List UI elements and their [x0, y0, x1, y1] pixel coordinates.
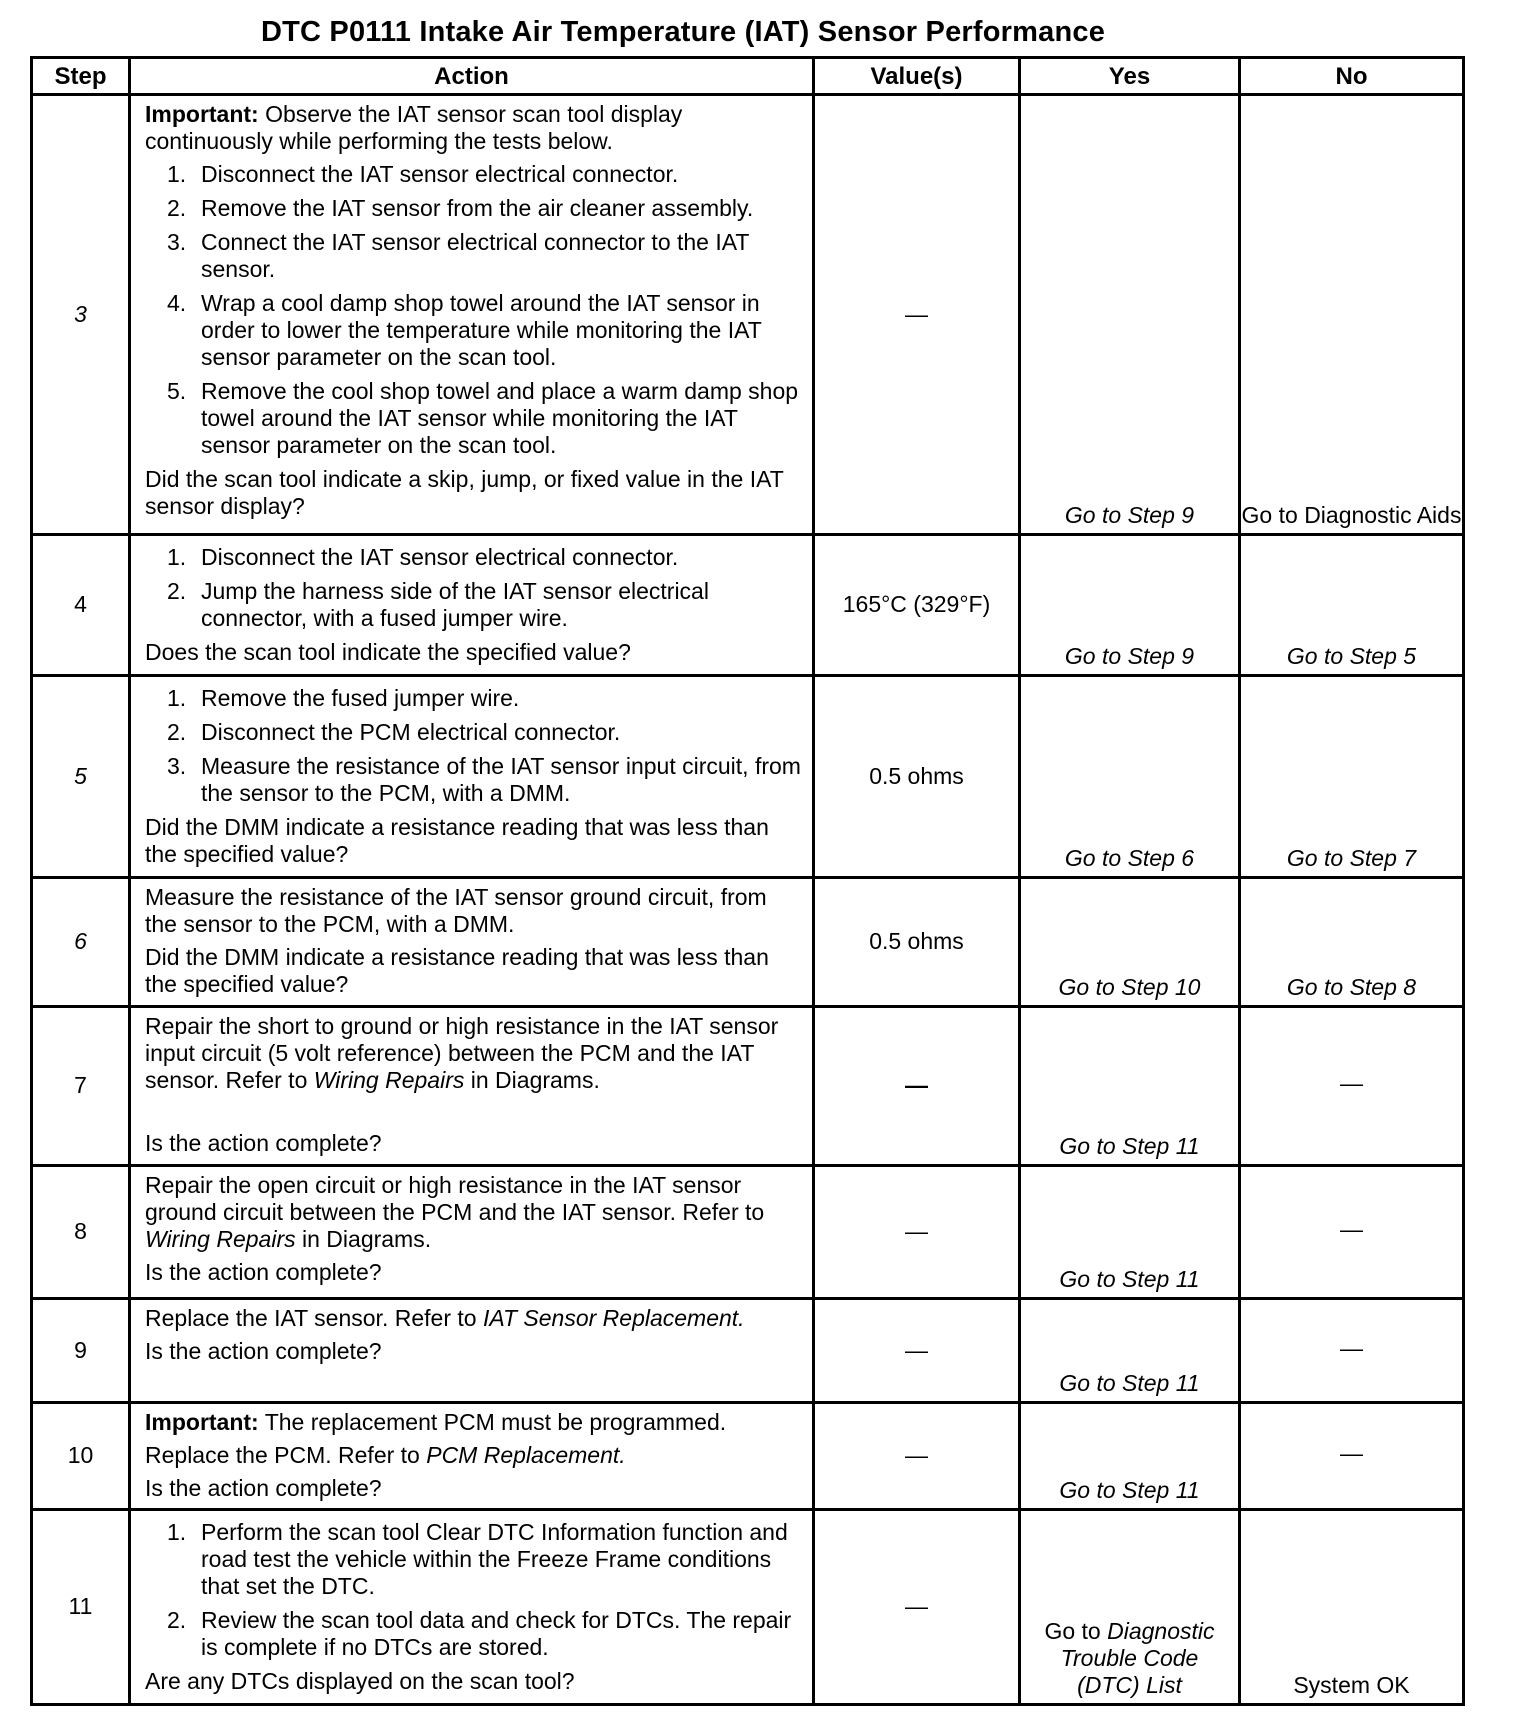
action-cell [130, 1509, 814, 1704]
step-number: 3 [32, 95, 130, 535]
action-text: Repair the open circuit or high resistance in the IAT sensor ground circuit between the PCM and the IAT sensor. Refer to Wiring Repairs in Diagrams. [145, 1171, 765, 1252]
list-item: 3. Connect the IAT sensor electrical connector to the IAT sensor. [167, 229, 750, 282]
yes-cell: Go to Step 11 [1020, 1006, 1240, 1165]
table-row-step-3 [32, 95, 1464, 535]
question: Is the action complete? [145, 1258, 382, 1285]
step-number: 4 [32, 535, 130, 676]
important-note [145, 1409, 802, 1436]
reference-link: Wiring Repairs [145, 1225, 296, 1252]
list-item: 5. Remove the cool shop towel and place a warm damp shop towel around the IAT sensor while monitoring the IAT sensor parameter on the scan tool. [167, 378, 799, 458]
list-item: 1. Remove the fused jumper wire. [167, 684, 520, 711]
table-row-step-4 [32, 535, 1464, 676]
header-value: Value(s) [814, 58, 1020, 95]
value-cell: — [814, 1509, 1020, 1704]
list-item: 1. Disconnect the IAT sensor electrical connector. [167, 161, 679, 187]
table-row-step-7 [32, 1006, 1464, 1165]
action-steps [145, 685, 802, 807]
no-cell: — [1240, 1402, 1464, 1509]
value-cell: — [814, 1298, 1020, 1402]
yes-cell: Go to Step 10 [1020, 878, 1240, 1007]
action-steps [145, 161, 802, 459]
question: Does the scan tool indicate the specified value? [145, 639, 631, 666]
yes-cell: Go to Step 6 [1020, 675, 1240, 877]
step-number: 9 [32, 1298, 130, 1402]
page-title: DTC P0111 Intake Air Temperature (IAT) Sensor Performance [260, 16, 1106, 48]
no-cell: Go to Step 7 [1240, 675, 1464, 877]
important-text: The replacement PCM must be programmed. [258, 1408, 727, 1435]
reference-link: Diagnostic Trouble Code (DTC) List [1060, 1618, 1215, 1698]
value-cell: 0.5 ohms [814, 675, 1020, 877]
value-cell: 165°C (329°F) [814, 535, 1020, 676]
action-cell [130, 878, 814, 1007]
header-row [32, 58, 1464, 95]
important-label: Important: [145, 101, 259, 127]
reference-link: PCM Replacement. [426, 1441, 626, 1468]
action-text: Measure the resistance of the IAT sensor ground circuit, from the sensor to the PCM, with a DMM. [145, 884, 767, 938]
action-cell [130, 535, 814, 676]
important-note [145, 101, 802, 155]
action-text: Replace the PCM. Refer to PCM Replacement. [145, 1441, 626, 1468]
question: Is the action complete? [145, 1474, 382, 1501]
step-number: 5 [32, 675, 130, 877]
yes-cell: Go to Step 11 [1020, 1402, 1240, 1509]
question: Did the scan tool indicate a skip, jump, or fixed value in the IAT sensor display? [145, 466, 784, 519]
action-steps [145, 1519, 802, 1661]
list-item: 1. Perform the scan tool Clear DTC Information function and road test the vehicle within the Freeze Frame conditions that set the DTC. [167, 1518, 788, 1599]
yes-cell: Go to Step 11 [1020, 1165, 1240, 1298]
header-no: No [1240, 58, 1464, 95]
value-cell: 0.5 ohms [814, 878, 1020, 1007]
action-cell [130, 1165, 814, 1298]
reference-link: Wiring Repairs [313, 1066, 465, 1093]
table-row-step-6 [32, 878, 1464, 1007]
question: Are any DTCs displayed on the scan tool? [145, 1667, 575, 1694]
no-cell: Go to Step 5 [1240, 535, 1464, 676]
no-cell: System OK [1240, 1509, 1464, 1704]
table-row-step-9 [32, 1298, 1464, 1402]
list-item: 2. Remove the IAT sensor from the air cleaner assembly. [167, 195, 754, 221]
table-row-step-11 [32, 1509, 1464, 1704]
action-text: Replace the IAT sensor. Refer to IAT Sensor Replacement. [145, 1304, 745, 1331]
action-cell [130, 1006, 814, 1165]
action-cell [130, 675, 814, 877]
yes-cell [1020, 1509, 1240, 1704]
diagnostic-table [30, 56, 1465, 1706]
list-item: 1. Disconnect the IAT sensor electrical connector. [167, 544, 679, 571]
action-cell [130, 1402, 814, 1509]
no-cell: Go to Step 8 [1240, 878, 1464, 1007]
list-item: 2. Disconnect the PCM electrical connector. [167, 718, 621, 745]
action-text: Repair the short to ground or high resistance in the IAT sensor input circuit (5 volt reference) between the PCM and the IAT sensor. Refer to Wiring Repairs in Diagrams. [145, 1012, 779, 1093]
question: Is the action complete? [145, 1337, 382, 1364]
table-row-step-5 [32, 675, 1464, 877]
table-row-step-10 [32, 1402, 1464, 1509]
value-cell: — [814, 1165, 1020, 1298]
question: Did the DMM indicate a resistance reading that was less than the specified value? [145, 944, 769, 998]
list-item: 2. Review the scan tool data and check for DTCs. The repair is complete if no DTCs are stored. [167, 1606, 792, 1660]
question: Did the DMM indicate a resistance reading that was less than the specified value? [145, 813, 769, 867]
yes-cell: Go to Step 9 [1020, 535, 1240, 676]
list-item: 4. Wrap a cool damp shop towel around the IAT sensor in order to lower the temperature while monitoring the IAT sensor parameter on the scan tool. [167, 290, 762, 370]
reference-link: IAT Sensor Replacement. [482, 1304, 745, 1331]
action-steps [145, 544, 802, 632]
yes-cell: Go to Step 9 [1020, 95, 1240, 535]
important-text: Observe the IAT sensor scan tool display continuously while performing the tests below. [145, 101, 683, 154]
value-cell: — [814, 95, 1020, 535]
header-action: Action [130, 58, 814, 95]
list-item: 2. Jump the harness side of the IAT sensor electrical connector, with a fused jumper wire. [167, 578, 709, 632]
step-number: 7 [32, 1006, 130, 1165]
table-row-step-8 [32, 1165, 1464, 1298]
no-cell: — [1240, 1298, 1464, 1402]
header-yes: Yes [1020, 58, 1240, 95]
step-number: 8 [32, 1165, 130, 1298]
yes-prefix: Go to [1044, 1618, 1108, 1644]
no-cell: — [1240, 1165, 1464, 1298]
important-label: Important: [145, 1408, 259, 1435]
list-item: 3. Measure the resistance of the IAT sensor input circuit, from the sensor to the PCM, with a DMM. [167, 752, 801, 806]
question: Is the action complete? [145, 1129, 382, 1156]
value-cell: — [814, 1006, 1020, 1165]
step-number: 10 [32, 1402, 130, 1509]
no-cell: — [1240, 1006, 1464, 1165]
yes-cell: Go to Step 11 [1020, 1298, 1240, 1402]
step-number: 6 [32, 878, 130, 1007]
step-number: 11 [32, 1509, 130, 1704]
value-cell: — [814, 1402, 1020, 1509]
no-cell: Go to Diagnostic Aids [1240, 95, 1464, 535]
action-cell [130, 1298, 814, 1402]
header-step: Step [32, 58, 130, 95]
action-cell [130, 95, 814, 535]
